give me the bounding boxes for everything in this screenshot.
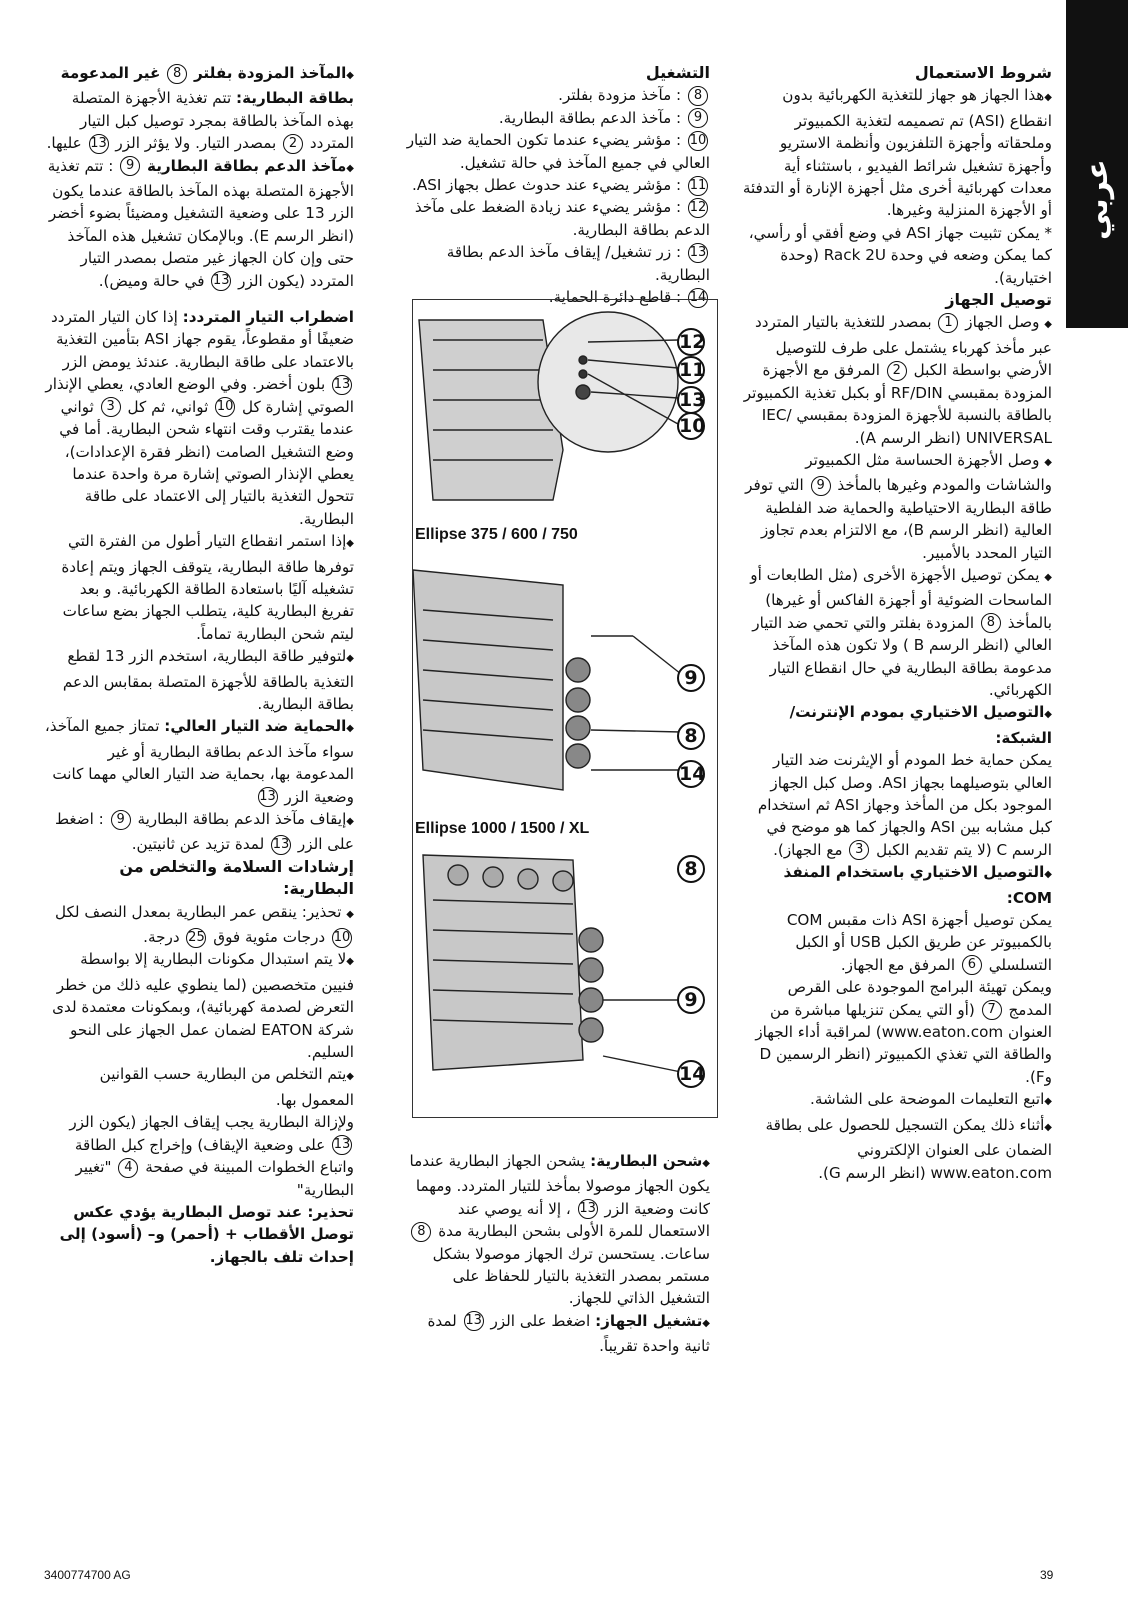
document-code: 3400774700 AG [44,1568,131,1582]
paragraph-removal: ولإزالة البطارية يجب إيقاف الجهاز (يكون الزر 13 على وضعية الإيقاف) وإخراج كبل الطاقة واتباع الخطوات المبينة في صفحة 4 "تغيير البطارية" [69,1113,354,1199]
device-illustration [412,299,718,1118]
callout-9: 9 [111,810,131,830]
small-ups-drawing [419,312,678,500]
paragraph-temperature-warning: ◆ تحذير: ينقص عمر البطارية بمعدل النصف لكل 10 درجات مئوية فوق 25 درجة. [44,901,354,949]
paragraph-filtered-outlets: ◆ المآخذ المزودة بفلتر 8 غير المدعومة بطاقة البطارية: تتم تغذية الأجهزة المتصلة بهذه المآخذ بالطاقة بمجرد توصيل كبل التيار المتردد 2 بمصدر التيار. ولا يؤثر الزر 13 عليها. [44,62,354,155]
callout-low-9: 9 [677,986,705,1014]
callout-13: 13 [332,375,352,395]
operation-item: 12 : مؤشر يضيء عند زيادة الضغط على مآخذ الدعم بطاقة البطارية. [414,198,710,239]
operation-item: 11 : مؤشر يضيء عند حدوث عطل بجهاز ASI. [412,176,707,195]
callout-low-8: 8 [677,855,705,883]
callout-13: 13 [271,835,291,855]
paragraph-intro: ◆ هذا الجهاز هو جهاز للتغذية الكهربائية بدون انقطاع (ASI) تم تصميمه لتغذية الكمبيوتر وملحقاته وأجهزة التلفزيون وأنظمة الاستريو وأجهزة تشغيل شرائط الفيديو ، باستثناء أية معدات كهربائية أخرى مثل أجهزة الإنارة أو التدفئة أو الأجهزة المنزلية وغيرها. [740,84,1052,221]
callout-top-12: 12 [677,328,705,356]
callout-13: 13 [89,134,109,154]
paragraph-replacement: ◆ لا يتم استبدال مكونات البطارية إلا بواسطة فنيين متخصصين (لما ينطوي عليه ذلك من خطر التعرض لصدمة كهربائية)، وبمكونات معتمدة لدى شركة EATON لضمان عمل الجهاز على النحو السليم. [44,948,354,1063]
charging-section [400,1150,710,1358]
paragraph-modem: يمكن حماية خط المودم أو الإيثرنت ضد التيار العالي بتوصيلهما بجهاز ASI. وصل كبل الجهاز الموجود بكل من المأخذ وجهاز ASI ثم استخدام كبل مشابه بين ASI والجهاز كما هو موضح في الرسم C (لا يتم تقديم الكبل 3 مع الجهاز). [757,751,1052,859]
callout-8: 8 [411,1222,431,1242]
heading-safety: إرشادات السلامة والتخلص من البطارية: [119,856,354,899]
callout-13: 13 [211,271,231,291]
paragraph-connect-power: ◆ وصل الجهاز 1 بمصدر للتغذية بالتيار المتردد عبر مأخذ كهرباء يشتمل على طرف للتوصيل الأرضي بواسطة الكبل 2 المرفق مع الأجهزة المزودة بمقبسي RF/DIN أو بكبل تغذية الكمبيوتر بالطاقة بالنسبة للأجهزة المزودة بمقبسي IEC/ UNIVERSAL (انظر الرسم A). [740,311,1052,448]
callout-top-11: 11 [677,356,705,384]
callout-9: 9 [811,476,831,496]
paragraph-sensitive-devices: ◆ وصل الأجهزة الحساسة مثل الكمبيوتر والشاشات والمودم وغيرها بالمأخذ 9 التي توفر طاقة البطارية الاحتياطية والحماية ضد الفلطية العالية (انظر الرسم B)، مع الالتزام بعدم تجاوز التيار المحدد بالأمبير. [740,449,1052,564]
callout-9: 9 [120,156,140,176]
paragraph-rack: * يمكن تثبيت جهاز ASI في وضع أفقي أو رأسي، كما يمكن وضعه في وحدة Rack 2U (وحدة اختيارية). [748,223,1052,287]
callout-13: 13 [578,1199,598,1219]
right-column [740,62,1052,1184]
callout-top-10: 10 [677,412,705,440]
callout-10: 10 [215,397,235,417]
paragraph-stop-outlets: ◆ إيقاف مآخذ الدعم بطاقة البطارية 9 : اضغط على الزر 13 لمدة تزيد عن ثانيتين. [44,808,354,856]
callout-mid-9: 9 [677,664,705,692]
callout-3: 3 [101,397,121,417]
callout-13: 13 [332,1135,352,1155]
callout-8: 8 [981,613,1001,633]
callout-top-13: 13 [677,386,705,414]
caption-large-models: Ellipse 1000 / 1500 / XL [415,820,590,837]
device-drawing [413,300,717,1117]
paragraph-battery-outlets: ◆ مآخذ الدعم بطاقة البطارية 9 : تتم تغذية الأجهزة المتصلة بهذه المآخذ بالطاقة عندما يكون الزر 13 على وضعية التشغيل ومضيئاً بضوء أخضر (انظر الرسم E). وبالإمكان تشغيل هذه المآخذ حتى وإن كان الجهاز غير متصل بمصدر التيار المتردد (يكون الزر 13 في حالة وميض). [44,155,354,292]
callout-4: 4 [118,1158,138,1178]
operation-item: 8 : مآخذ مزودة بفلتر. [400,84,710,106]
large-ups-drawing [423,855,681,1072]
heading-conditions: شروط الاستعمال [914,63,1052,82]
paragraph-extended-outage: ◆ إذا استمر انقطاع التيار أطول من الفترة التي توفرها طاقة البطارية، يتوقف الجهاز ويتم إعادة تشغيله آليًا باستعادة الطاقة الكهربائية. و بعد تفريغ البطارية كلية، يتطلب الجهاز بضع ساعات ليتم شحن البطارية تماماً. [44,530,354,645]
caption-small-models: Ellipse 375 / 600 / 750 [415,526,578,543]
heading-operation: التشغيل [645,63,710,82]
language-tab [1066,0,1128,328]
polarity-warning: تحذير: عند توصل البطارية يؤدي عكس توصل الأقطاب + (أحمر) و– (أسود) إلى إحداث تلف بالجهاز. [59,1202,354,1266]
callout-13: 13 [464,1311,484,1331]
callout-mid-14: 14 [677,760,705,788]
paragraph-instructions: ◆ اتبع التعليمات الموضحة على الشاشة. [740,1088,1052,1113]
callout-2: 2 [283,134,303,154]
left-column [44,62,354,1268]
callout-low-14: 14 [677,1060,705,1088]
paragraph-startup: ◆ تشغيل الجهاز: اضغط على الزر 13 لمدة ثانية واحدة تقريباً. [400,1310,710,1358]
callout-6: 6 [962,955,982,975]
paragraph-software: ويمكن تهيئة البرامج الموجودة على القرص المدمج 7 (أو التي يمكن تنزيلها مباشرة من العنوان www.eaton.com) لمراقبة أداء الجهاز والطاقة التي تغذي الكمبيوتر (انظر الرسمين D وF). [755,978,1052,1086]
callout-13: 13 [258,787,278,807]
paragraph-warranty: ◆ أثناء ذلك يمكن التسجيل للحصول على بطاقة الضمان على العنوان الإلكتروني www.eaton.com (انظر الرسم G). [740,1114,1052,1184]
operation-list [400,62,710,308]
paragraph-charging: ◆ شحن البطارية: يشحن الجهاز البطارية عندما يكون الجهاز موصولا بمأخذ للتيار المتردد. ومهما كانت وضعية الزر 13 ، إلا أنه يوصي عند الاستعمال للمرة الأولى بشحن البطارية مدة 8 ساعات. يستحسن ترك الجهاز موصولا بشكل مستمر بمصدر التغذية بالتيار للحفاظ على التشغيل الذاتي للجهاز. [400,1150,710,1310]
callout-7: 7 [982,1000,1002,1020]
paragraph-other-devices: ◆ يمكن توصيل الأجهزة الأخرى (مثل الطابعات أو الماسحات الضوئية أو أجهزة الفاكس أو غيرها) بالمأخذ 8 المزودة بفلتر والتي تحمي ضد التيار العالي (انظر الرسم B ) ولا تكون هذه المآخذ مدعومة بطاقة البطارية في حال انقطاع التيار الكهربائي. [740,564,1052,701]
paragraph-save-battery: ◆ لتوفير طاقة البطارية، استخدم الزر 13 لقطع التغذية بالطاقة للأجهزة المتصلة بمقابس الدعم بطاقة البطارية. [44,645,354,715]
operation-item: 9 : مآخذ الدعم بطاقة البطارية. [400,107,710,129]
callout-3: 3 [849,840,869,860]
callout-2: 2 [887,361,907,381]
callout-8: 8 [167,64,187,84]
paragraph-com: يمكن توصيل أجهزة ASI ذات مقبس COM بالكمبيوتر عن طريق الكبل USB أو الكبل التسلسلي 6 المرفق مع الجهاز. [786,911,1052,974]
page-number: 39 [1040,1568,1054,1582]
heading-connection: توصيل الجهاز [945,290,1052,310]
callout-mid-8: 8 [677,722,705,750]
medium-ups-drawing [413,570,681,790]
paragraph-surge-protection: ◆ الحماية ضد التيار العالي: تمتاز جميع المآخذ، سواء مآخذ الدعم بطاقة البطارية أو غير المدعومة بها، بحماية ضد التيار العالي مهما كانت وضعية الزر 13 [44,715,354,808]
heading-com-port: ◆ التوصيل الاختياري باستخدام المنفذ COM: [740,861,1052,909]
callout-1: 1 [938,313,958,333]
paragraph-disposal: ◆ يتم التخلص من البطارية حسب القوانين المعمول بها. [44,1063,354,1111]
language-tab-label: عربي [1080,159,1115,240]
paragraph-ac-disturbance: اضطراب التيار المتردد: إذا كان التيار المتردد ضعيفًا أو مقطوعاً، يقوم جهاز ASI بتأمين التغذية بالاعتماد على طاقة البطارية. عندئذ يومض الزر 13 بلون أخضر. وفي الوضع العادي، يعطي الإنذار الصوتي إشارة كل 10 ثواني، ثم كل 3 ثواني عندما يقترب وقت انتهاء شحن البطارية. أما في وضع التشغيل الصامت (انظر فقرة الإعدادات)، يعطي الإنذار الصوتي إشارة مرة واحدة عندما تتحول التغذية بالتيار إلى الاعتماد على طاقة البطارية. [45,308,354,528]
callout-10: 10 [332,928,352,948]
callout-25: 25 [186,928,206,948]
operation-item: 10 : مؤشر يضيء عندما تكون الحماية ضد التيار العالي في جميع المآخذ في حالة تشغيل. [406,131,710,172]
heading-modem: ◆ التوصيل الاختياري بمودم الإنترنت/الشبكة: [740,701,1052,749]
operation-item: 14 : قاطع دائرة الحماية. [548,288,707,307]
operation-item: 13 : زر تشغيل/ إيقاف مآخذ الدعم بطاقة البطارية. [446,243,710,284]
